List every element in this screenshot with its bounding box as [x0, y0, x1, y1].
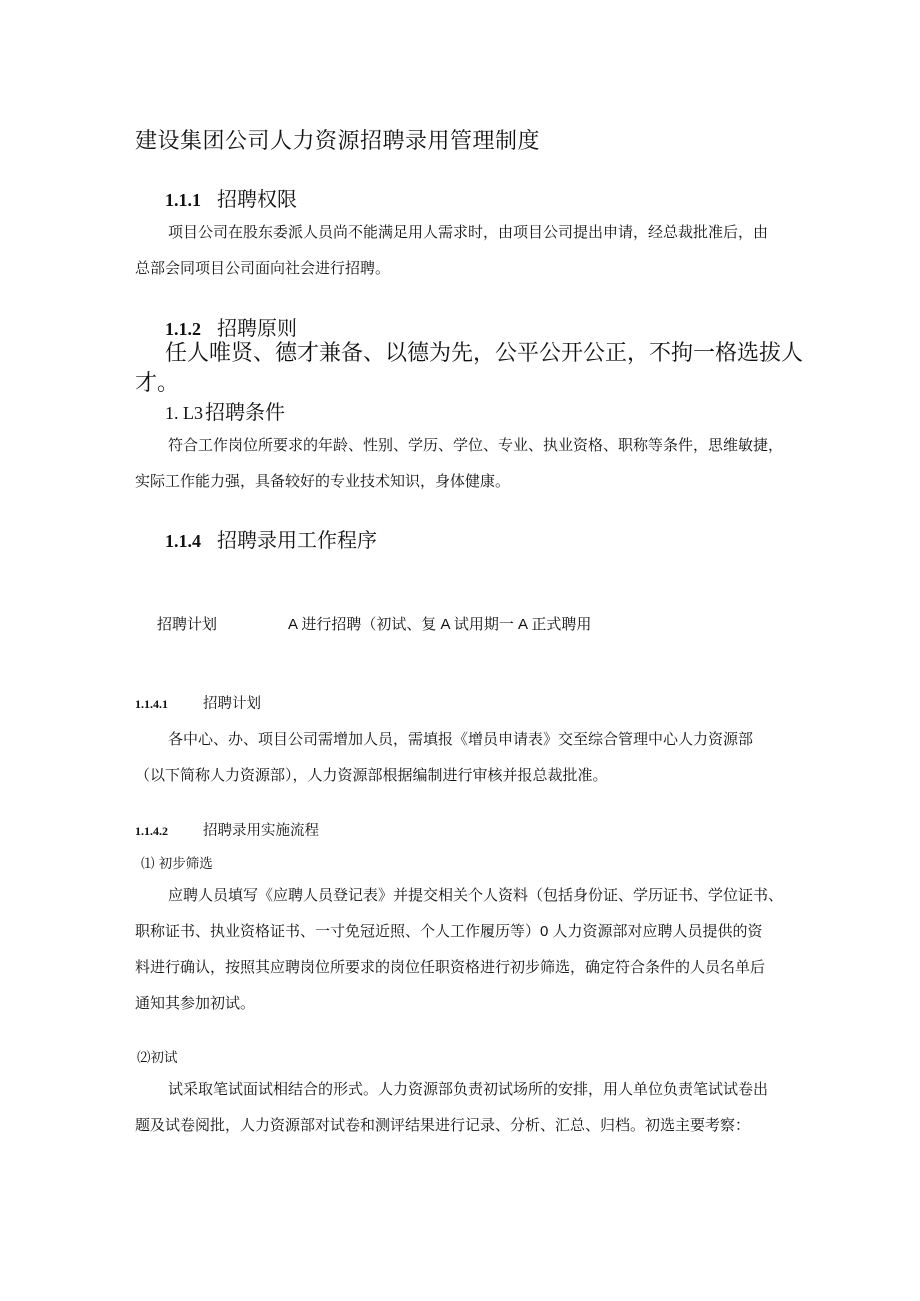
step-body-1	[135, 878, 783, 1022]
section-body-1-1-2	[135, 339, 803, 399]
paragraph-line: 通知其参加初试。	[135, 995, 256, 1012]
paragraph-line: 职称证书、执业资格证书、一寸免冠近照、个人工作履历等）0 人力资源部对应聘人员提供的资	[135, 923, 763, 940]
paragraph-line: 符合工作岗位所要求的年龄、性别、学历、学位、专业、执业资格、职称等条件，思维敏捷，	[168, 437, 784, 454]
subsection-body-1-1-4-1	[135, 722, 753, 794]
paragraph-line: 各中心、办、项目公司需增加人员，需填报《增员申请表》交至综合管理中心人力资源部	[168, 731, 754, 748]
flow-steps: A 进行招聘（初试、复 A 试用期一 A 正式聘用	[288, 616, 592, 633]
section-title: 招聘原则	[217, 316, 297, 340]
subsection-title: 招聘计划	[203, 696, 261, 712]
section-title: 招聘权限	[217, 187, 297, 211]
step-label-2: ⑵初试	[137, 1050, 178, 1066]
section-number: 1.1.2	[165, 319, 201, 339]
section-body-1-1-1	[135, 215, 768, 287]
subsection-heading-1-1-4-1	[135, 692, 261, 713]
section-heading-1-1-2	[165, 312, 297, 341]
subsection-heading-1-1-4-2	[135, 819, 319, 840]
document-title: 建设集团公司人力资源招聘录用管理制度	[135, 129, 541, 154]
paragraph-line: （以下简称人力资源部），人力资源部根据编制进行审核并报总裁批准。	[135, 767, 608, 784]
step-body-2	[135, 1072, 768, 1144]
paragraph-line: 总部会同项目公司面向社会进行招聘。	[135, 260, 391, 277]
subsection-number: 1.1.4.2	[135, 824, 168, 838]
flow-start: 招聘计划	[157, 616, 218, 633]
section-number: 1.1.1	[165, 190, 201, 210]
paragraph-line: 题及试卷阅批，人力资源部对试卷和测评结果进行记录、分析、汇总、归档。初选主要考察：	[135, 1117, 751, 1134]
subsection-number: 1.1.4.1	[135, 697, 168, 711]
paragraph-line: 应聘人员填写《应聘人员登记表》并提交相关个人资料（包括身份证、学历证书、学位证书、	[168, 887, 784, 904]
paragraph-line: 试采取笔试面试相结合的形式。人力资源部负责初试场所的安排，用人单位负责笔试试卷出	[168, 1081, 769, 1098]
section-heading-1-1-4	[165, 524, 377, 553]
step-label-1: ⑴ 初步筛选	[141, 856, 213, 872]
section-heading-1-1-1	[165, 183, 297, 212]
section-number: 1.1.4	[165, 531, 201, 551]
section-title: 招聘录用工作程序	[217, 528, 377, 552]
section-heading-1-1-3	[165, 396, 285, 425]
paragraph-line: 才。	[135, 371, 180, 396]
section-body-1-1-3	[135, 428, 783, 500]
paragraph-line: 料进行确认，按照其应聘岗位所要求的岗位任职资格进行初步筛选，确定符合条件的人员名单后	[135, 959, 766, 976]
section-number: 1. L3	[165, 403, 203, 423]
paragraph-line: 项目公司在股东委派人员尚不能满足用人需求时，由项目公司提出申请，经总裁批准后，由	[168, 224, 769, 241]
section-title: 招聘条件	[205, 400, 285, 424]
paragraph-line: 任人唯贤、德才兼备、以德为先，公平公开公正，不拘一格选拔人	[165, 341, 804, 366]
subsection-title: 招聘录用实施流程	[203, 823, 319, 839]
paragraph-line: 实际工作能力强，具备较好的专业技术知识，身体健康。	[135, 473, 511, 490]
